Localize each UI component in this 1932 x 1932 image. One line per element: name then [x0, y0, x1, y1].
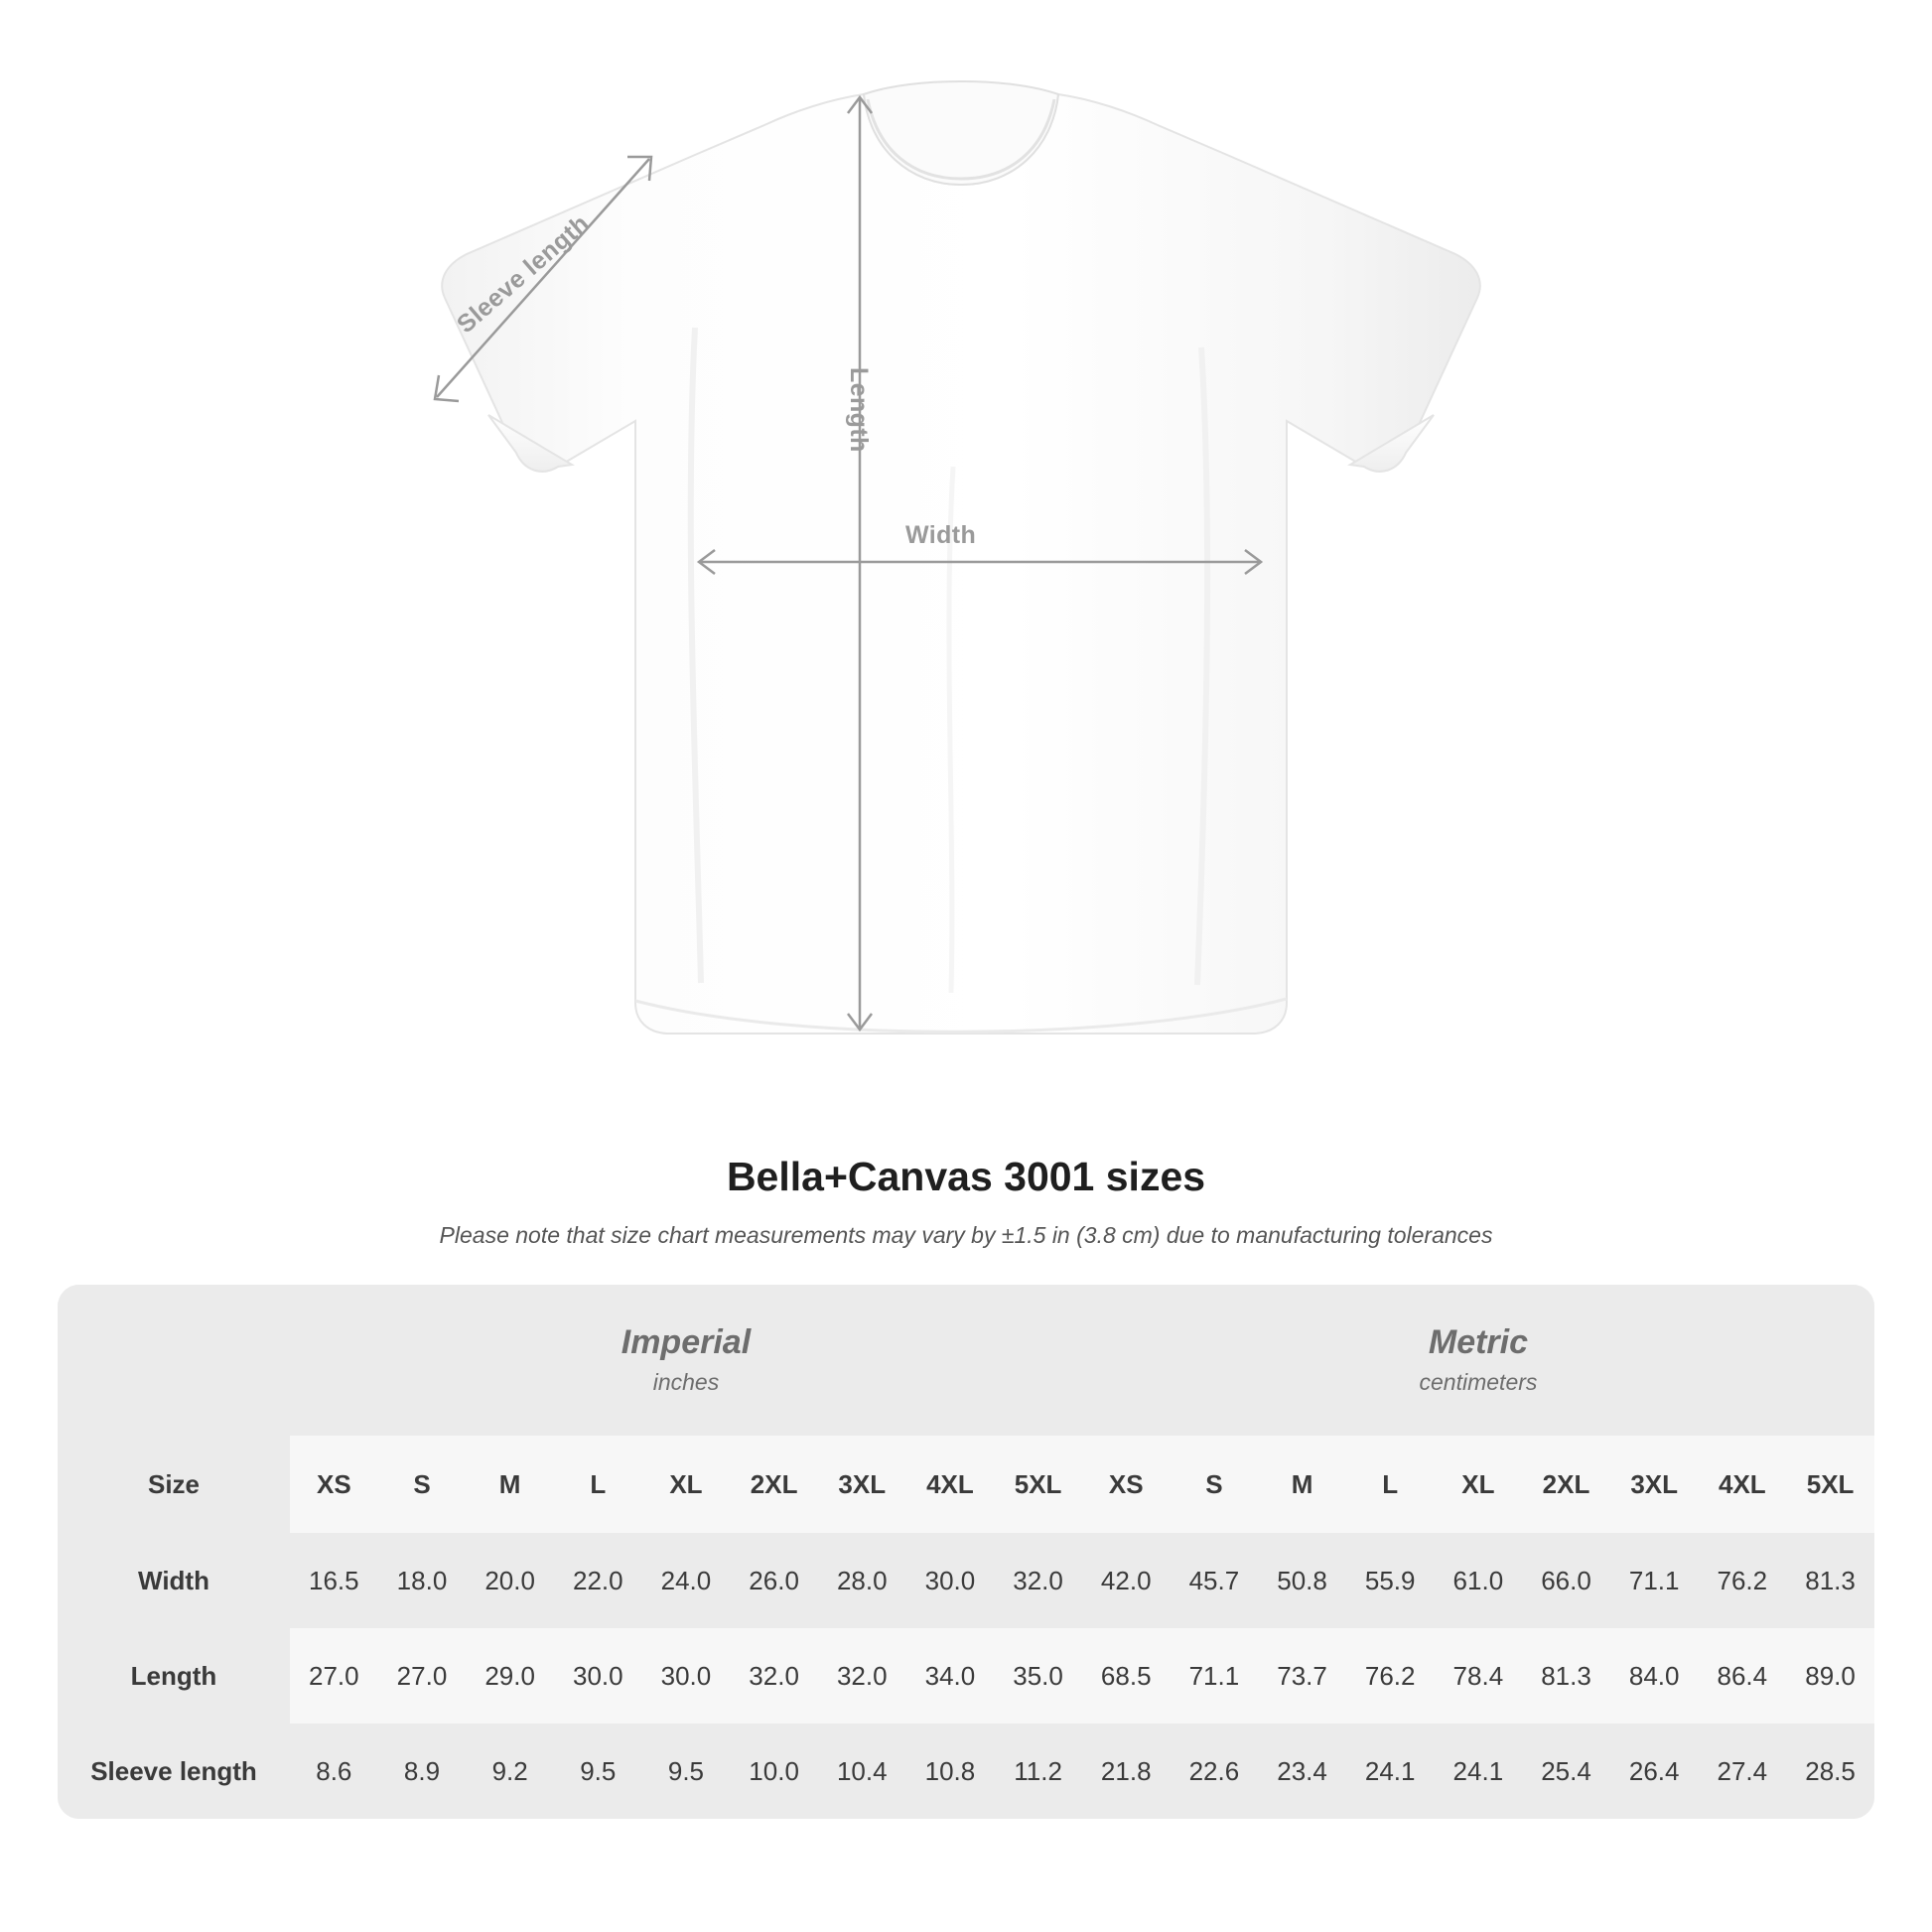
metric-unit-header	[1082, 1285, 1874, 1436]
size-header-cell-15: 3XL	[1610, 1436, 1699, 1533]
sleeve-cell-14: 25.4	[1522, 1724, 1610, 1819]
table-row-length	[58, 1628, 1874, 1724]
size-header-label: Size	[58, 1436, 290, 1533]
width-cell-10: 45.7	[1171, 1533, 1259, 1628]
length-cell-9: 68.5	[1082, 1628, 1171, 1724]
unit-header-row	[58, 1285, 1874, 1436]
size-header-row	[58, 1436, 1874, 1533]
imperial-label: Imperial	[621, 1322, 752, 1361]
length-cell-7: 34.0	[906, 1628, 995, 1724]
table-row-sleeve-length	[58, 1724, 1874, 1819]
length-cell-4: 30.0	[642, 1628, 731, 1724]
width-cell-4: 24.0	[642, 1533, 731, 1628]
size-header-cell-4: XL	[642, 1436, 731, 1533]
sleeve-cell-11: 23.4	[1258, 1724, 1346, 1819]
table-row-width	[58, 1533, 1874, 1628]
width-cell-15: 71.1	[1610, 1533, 1699, 1628]
sleeve-cell-6: 10.4	[818, 1724, 906, 1819]
size-header-cell-8: 5XL	[994, 1436, 1082, 1533]
width-cell-14: 66.0	[1522, 1533, 1610, 1628]
sleeve-cell-7: 10.8	[906, 1724, 995, 1819]
metric-unit: centimeters	[1419, 1369, 1538, 1396]
size-table	[58, 1285, 1874, 1819]
width-cell-1: 18.0	[378, 1533, 467, 1628]
width-cell-5: 26.0	[730, 1533, 818, 1628]
width-dimension-label: Width	[905, 521, 977, 549]
sleeve-cell-12: 24.1	[1346, 1724, 1435, 1819]
size-header-cell-16: 4XL	[1699, 1436, 1787, 1533]
size-header-cell-17: 5XL	[1786, 1436, 1874, 1533]
width-cell-0: 16.5	[290, 1533, 378, 1628]
sleeve-cell-17: 28.5	[1786, 1724, 1874, 1819]
row-label-sleeve-length: Sleeve length	[58, 1724, 290, 1819]
sleeve-cell-0: 8.6	[290, 1724, 378, 1819]
length-cell-1: 27.0	[378, 1628, 467, 1724]
sleeve-cell-3: 9.5	[554, 1724, 642, 1819]
width-cell-3: 22.0	[554, 1533, 642, 1628]
size-header-cell-12: L	[1346, 1436, 1435, 1533]
length-cell-14: 81.3	[1522, 1628, 1610, 1724]
imperial-unit: inches	[652, 1369, 720, 1396]
sleeve-cell-15: 26.4	[1610, 1724, 1699, 1819]
length-cell-11: 73.7	[1258, 1628, 1346, 1724]
sleeve-cell-16: 27.4	[1699, 1724, 1787, 1819]
size-header-cell-14: 2XL	[1522, 1436, 1610, 1533]
length-cell-0: 27.0	[290, 1628, 378, 1724]
length-cell-10: 71.1	[1171, 1628, 1259, 1724]
sleeve-arrow-head-bottom	[435, 375, 459, 401]
imperial-unit-header	[290, 1285, 1082, 1436]
sleeve-cell-10: 22.6	[1171, 1724, 1259, 1819]
size-header-cell-0: XS	[290, 1436, 378, 1533]
width-cell-11: 50.8	[1258, 1533, 1346, 1628]
length-cell-3: 30.0	[554, 1628, 642, 1724]
size-header-cell-1: S	[378, 1436, 467, 1533]
sleeve-cell-8: 11.2	[994, 1724, 1082, 1819]
unit-row-spacer	[58, 1285, 290, 1436]
sleeve-cell-5: 10.0	[730, 1724, 818, 1819]
length-cell-2: 29.0	[466, 1628, 554, 1724]
width-cell-6: 28.0	[818, 1533, 906, 1628]
size-header-cell-11: M	[1258, 1436, 1346, 1533]
length-cell-6: 32.0	[818, 1628, 906, 1724]
size-header-cell-2: M	[466, 1436, 554, 1533]
sleeve-length-dimension-label: Sleeve length	[452, 208, 595, 340]
sleeve-cell-13: 24.1	[1435, 1724, 1523, 1819]
size-table-container	[58, 1285, 1874, 1819]
width-cell-17: 81.3	[1786, 1533, 1874, 1628]
length-cell-15: 84.0	[1610, 1628, 1699, 1724]
size-header-cell-5: 2XL	[730, 1436, 818, 1533]
row-label-width: Width	[58, 1533, 290, 1628]
length-cell-13: 78.4	[1435, 1628, 1523, 1724]
width-cell-9: 42.0	[1082, 1533, 1171, 1628]
size-header-cell-13: XL	[1435, 1436, 1523, 1533]
length-cell-12: 76.2	[1346, 1628, 1435, 1724]
sleeve-cell-4: 9.5	[642, 1724, 731, 1819]
width-cell-13: 61.0	[1435, 1533, 1523, 1628]
width-cell-7: 30.0	[906, 1533, 995, 1628]
row-label-length: Length	[58, 1628, 290, 1724]
tolerance-note: Please note that size chart measurements may vary by ±1.5 in (3.8 cm) due to manufacturing tolerances	[439, 1222, 1493, 1248]
length-dimension-label: Length	[845, 367, 873, 453]
length-cell-8: 35.0	[994, 1628, 1082, 1724]
sleeve-cell-2: 9.2	[466, 1724, 554, 1819]
width-cell-16: 76.2	[1699, 1533, 1787, 1628]
size-header-cell-10: S	[1171, 1436, 1259, 1533]
size-header-cell-3: L	[554, 1436, 642, 1533]
page-title: Bella+Canvas 3001 sizes	[726, 1154, 1206, 1199]
length-cell-17: 89.0	[1786, 1628, 1874, 1724]
length-cell-5: 32.0	[730, 1628, 818, 1724]
tshirt-body	[442, 94, 1480, 1034]
size-header-cell-6: 3XL	[818, 1436, 906, 1533]
width-cell-8: 32.0	[994, 1533, 1082, 1628]
length-cell-16: 86.4	[1699, 1628, 1787, 1724]
metric-label: Metric	[1428, 1322, 1529, 1361]
sleeve-cell-1: 8.9	[378, 1724, 467, 1819]
width-cell-12: 55.9	[1346, 1533, 1435, 1628]
size-header-cell-9: XS	[1082, 1436, 1171, 1533]
width-cell-2: 20.0	[466, 1533, 554, 1628]
sleeve-cell-9: 21.8	[1082, 1724, 1171, 1819]
title-block	[0, 1154, 1932, 1249]
size-header-cell-7: 4XL	[906, 1436, 995, 1533]
